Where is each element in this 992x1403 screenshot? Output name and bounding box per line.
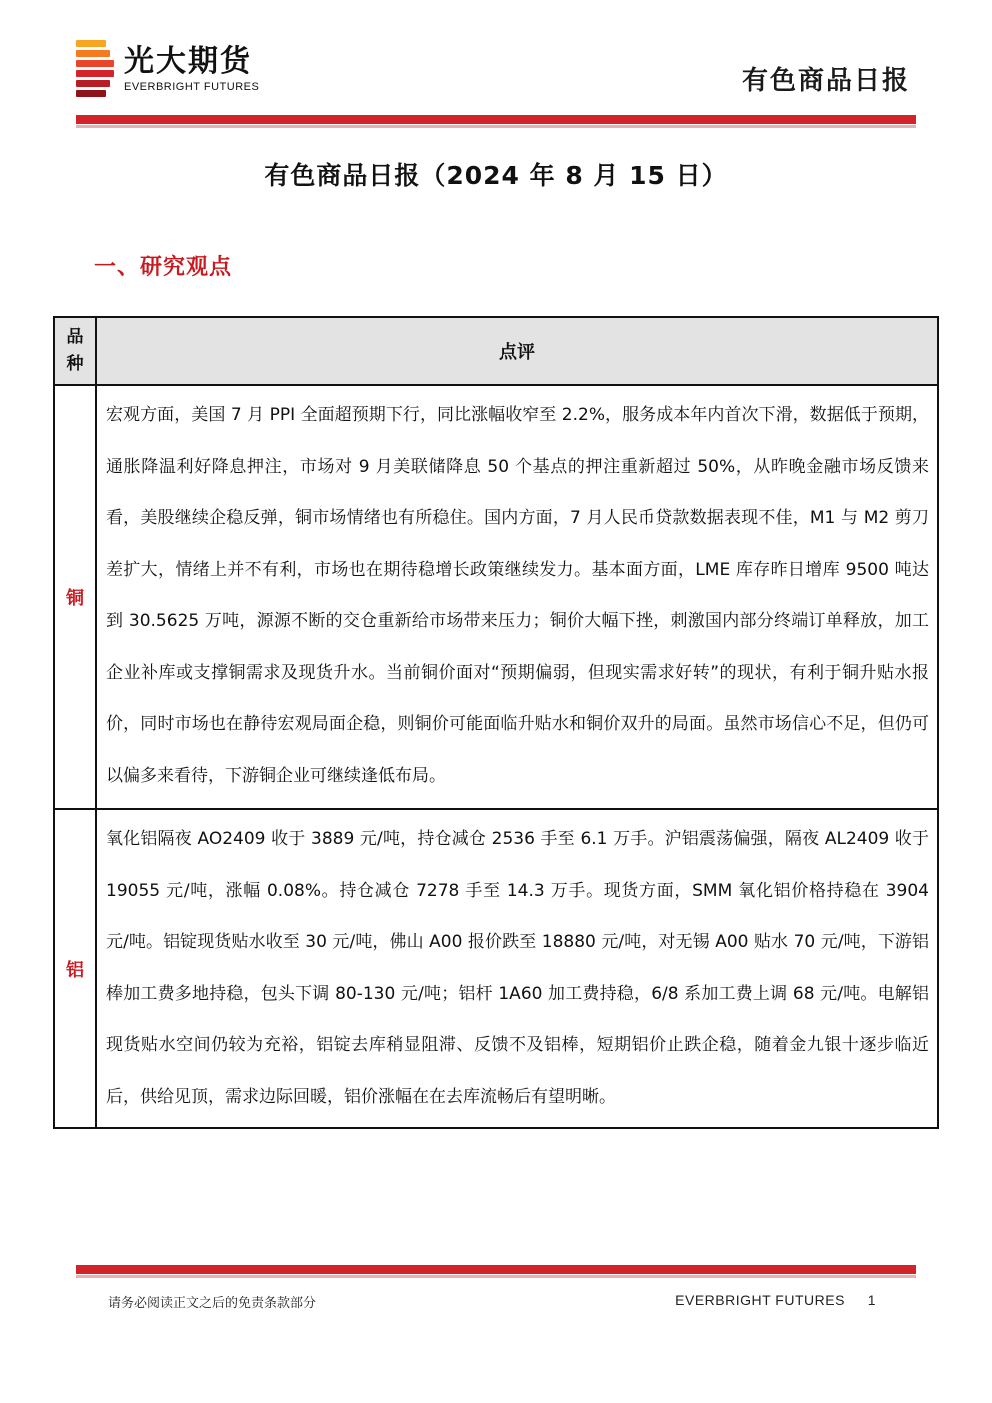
footer-brand-page: [675, 1292, 876, 1308]
comment-copper: 宏观方面，美国 7 月 PPI 全面超预期下行，同比涨幅收窄至 2.2%，服务成本年内首次下滑，数据低于预期，通胀降温利好降息押注，市场对 9 月美联储降息 50 个基点的押注重新超过 50%，从昨晚金融市场反馈来看，美股继续企稳反弹，铜市场情绪也有所稳住。国内方面，7 月人民币贷款数据表现不佳，M1 与 M2 剪刀差扩大，情绪上并不有利，市场也在期待稳增长政策继续发力。基本面方面，LME 库存昨日增库 9500 吨达到 30.5625 万吨，源源不断的交仓重新给市场带来压力；铜价大幅下挫，刺激国内部分终端订单释放，加工企业补库或支撑铜需求及现货升水。当前铜价面对“预期偏弱，但现实需求好转”的现状，有利于铜升贴水报价，同时市场也在静待宏观局面企稳，则铜价可能面临升贴水和铜价双升的局面。虽然市场信心不足，但仍可以偏多来看待，下游铜企业可继续逢低布局。: [96, 385, 938, 809]
variety-aluminum: 铝: [54, 809, 96, 1128]
header-divider: [76, 115, 916, 124]
table-header-row: [54, 317, 938, 385]
page-number: 1: [867, 1292, 876, 1308]
report-title: 有色商品日报（2024 年 8 月 15 日）: [264, 161, 728, 190]
footer-divider: [76, 1265, 916, 1274]
variety-copper: 铜: [54, 385, 96, 809]
logo-english-name: EVERBRIGHT FUTURES: [124, 81, 260, 93]
table-row: [54, 809, 938, 1128]
logo-chinese-name: 光大期货: [124, 44, 252, 79]
research-table: [53, 316, 939, 1129]
comment-aluminum: 氧化铝隔夜 AO2409 收于 3889 元/吨，持仓减仓 2536 手至 6.1 万手。沪铝震荡偏强，隔夜 AL2409 收于 19055 元/吨，涨幅 0.08%。持仓减仓 7278 手至 14.3 万手。现货方面，SMM 氧化铝价格持稳在 3904 元/吨。铝锭现货贴水收至 30 元/吨，佛山 A00 报价跌至 18880 元/吨，对无锡 A00 贴水 70 元/吨，下游铝棒加工费多地持稳，包头下调 80-130 元/吨；铝杆 1A60 加工费持稳，6/8 系加工费上调 68 元/吨。电解铝现货贴水空间仍较为充裕，铝锭去库稍显阻滞、反馈不及铝棒，短期铝价止跌企稳，随着金九银十逐步临近后，供给见顶，需求边际回暖，铝价涨幅在在去库流畅后有望明晰。: [96, 809, 938, 1128]
footer-disclaimer: 请务必阅读正文之后的免责条款部分: [108, 1296, 317, 1311]
company-logo: [76, 40, 259, 98]
logo-mark-icon: [76, 40, 116, 98]
column-header-variety: 品种: [54, 317, 96, 385]
report-name: 有色商品日报: [741, 66, 910, 96]
section-heading: 一、研究观点: [94, 255, 233, 280]
table-row: [54, 385, 938, 809]
footer-brand: EVERBRIGHT FUTURES: [675, 1292, 845, 1308]
column-header-comment: 点评: [96, 317, 938, 385]
